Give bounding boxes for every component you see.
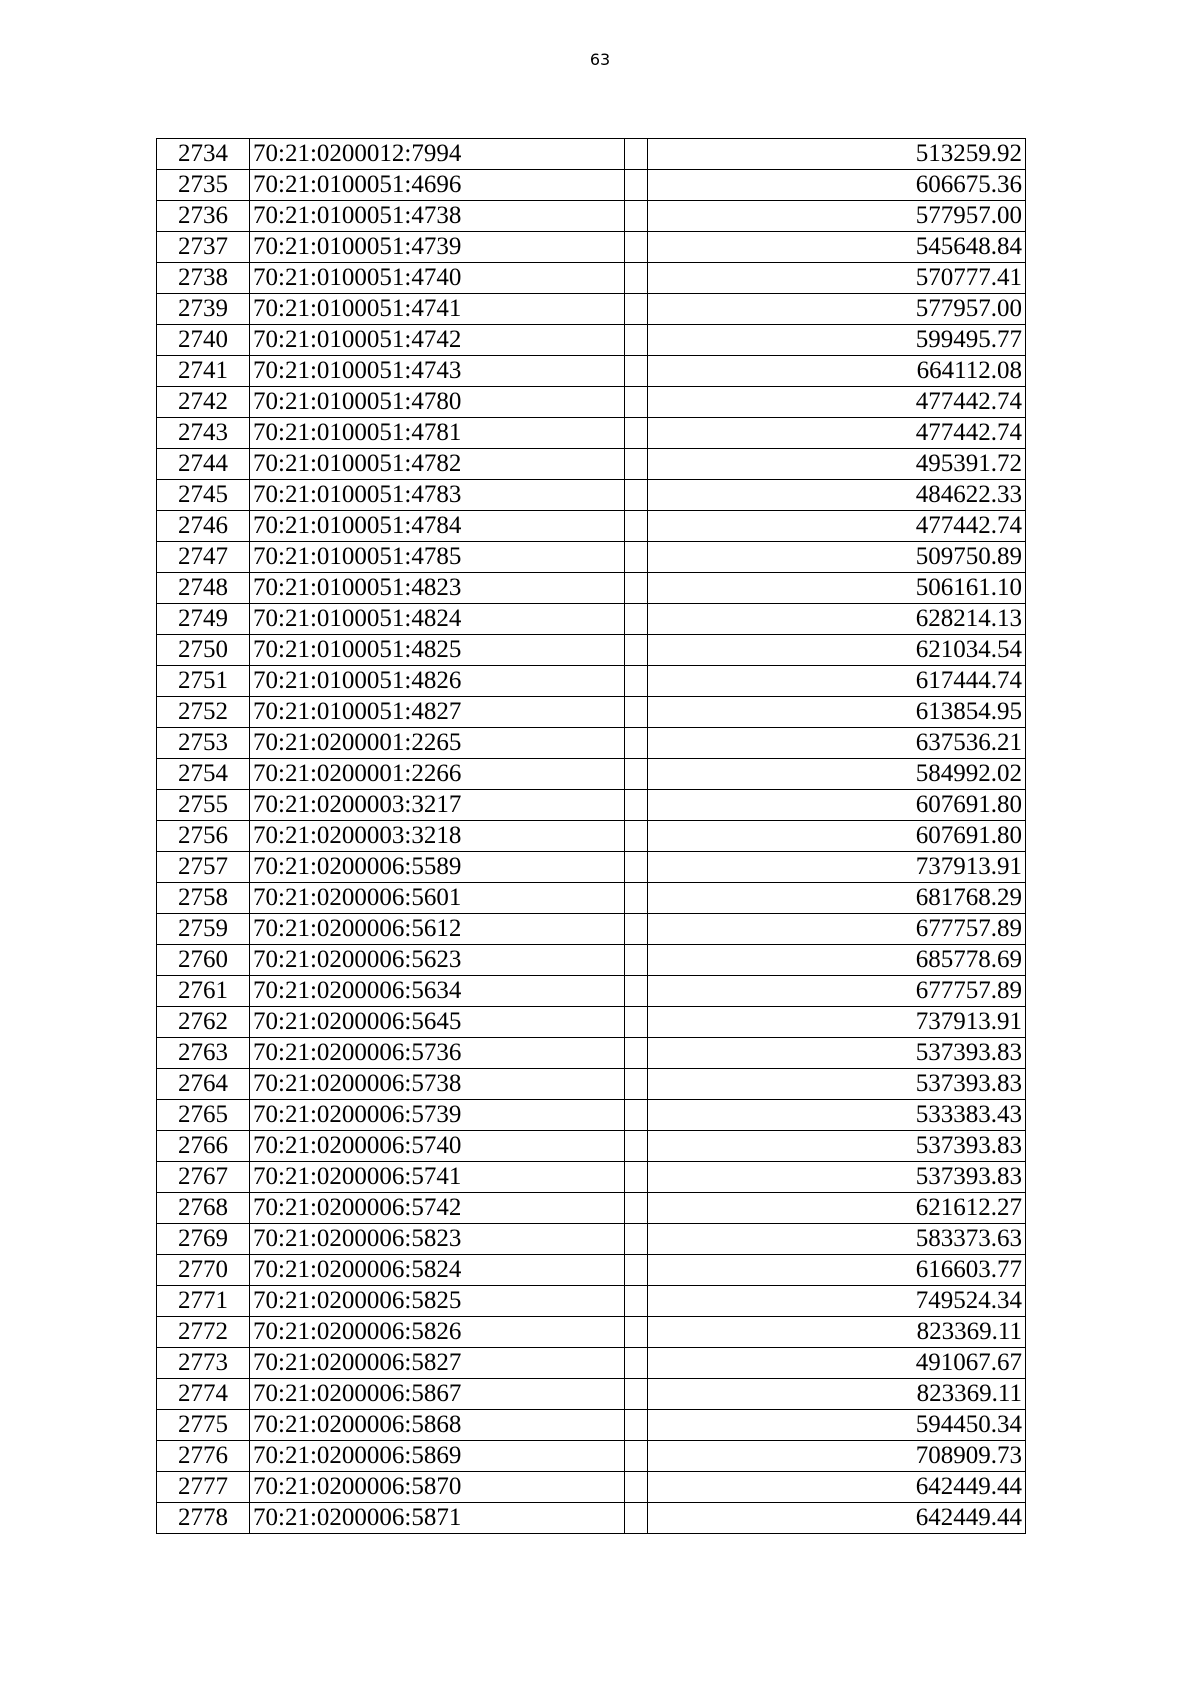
table-row xyxy=(157,852,1026,883)
table-row xyxy=(157,1441,1026,1472)
row-number-cell: 2764 xyxy=(157,1069,250,1100)
empty-cell xyxy=(625,1441,648,1472)
table-row xyxy=(157,480,1026,511)
cadastral-number-cell: 70:21:0200003:3217 xyxy=(250,790,625,821)
cadastral-number-cell: 70:21:0200006:5612 xyxy=(250,914,625,945)
cadastral-value-cell: 607691.80 xyxy=(648,821,1026,852)
row-number-cell: 2737 xyxy=(157,232,250,263)
empty-cell xyxy=(625,542,648,573)
cadastral-number-cell: 70:21:0100051:4826 xyxy=(250,666,625,697)
row-number-cell: 2772 xyxy=(157,1317,250,1348)
table-row xyxy=(157,635,1026,666)
table-row xyxy=(157,1224,1026,1255)
cadastral-value-cell: 664112.08 xyxy=(648,356,1026,387)
row-number-cell: 2747 xyxy=(157,542,250,573)
table-row xyxy=(157,1472,1026,1503)
cadastral-value-cell: 628214.13 xyxy=(648,604,1026,635)
empty-cell xyxy=(625,697,648,728)
table-row xyxy=(157,914,1026,945)
empty-cell xyxy=(625,1410,648,1441)
table-row xyxy=(157,542,1026,573)
row-number-cell: 2761 xyxy=(157,976,250,1007)
row-number-cell: 2736 xyxy=(157,201,250,232)
cadastral-number-cell: 70:21:0200006:5739 xyxy=(250,1100,625,1131)
empty-cell xyxy=(625,976,648,1007)
cadastral-value-cell: 594450.34 xyxy=(648,1410,1026,1441)
row-number-cell: 2776 xyxy=(157,1441,250,1472)
cadastral-number-cell: 70:21:0100051:4741 xyxy=(250,294,625,325)
empty-cell xyxy=(625,1100,648,1131)
cadastral-value-cell: 533383.43 xyxy=(648,1100,1026,1131)
table-row xyxy=(157,945,1026,976)
empty-cell xyxy=(625,790,648,821)
row-number-cell: 2778 xyxy=(157,1503,250,1534)
row-number-cell: 2760 xyxy=(157,945,250,976)
row-number-cell: 2738 xyxy=(157,263,250,294)
cadastral-value-cell: 621612.27 xyxy=(648,1193,1026,1224)
empty-cell xyxy=(625,232,648,263)
table-row xyxy=(157,325,1026,356)
empty-cell xyxy=(625,821,648,852)
cadastral-number-cell: 70:21:0100051:4782 xyxy=(250,449,625,480)
cadastral-value-cell: 621034.54 xyxy=(648,635,1026,666)
empty-cell xyxy=(625,1255,648,1286)
empty-cell xyxy=(625,883,648,914)
cadastral-number-cell: 70:21:0200006:5634 xyxy=(250,976,625,1007)
cadastral-value-cell: 642449.44 xyxy=(648,1472,1026,1503)
table-row xyxy=(157,1038,1026,1069)
cadastral-value-cell: 537393.83 xyxy=(648,1131,1026,1162)
cadastral-number-cell: 70:21:0100051:4781 xyxy=(250,418,625,449)
row-number-cell: 2757 xyxy=(157,852,250,883)
table-row xyxy=(157,697,1026,728)
row-number-cell: 2758 xyxy=(157,883,250,914)
row-number-cell: 2763 xyxy=(157,1038,250,1069)
table-row xyxy=(157,1131,1026,1162)
table-row xyxy=(157,1162,1026,1193)
table-row xyxy=(157,263,1026,294)
row-number-cell: 2755 xyxy=(157,790,250,821)
empty-cell xyxy=(625,294,648,325)
row-number-cell: 2744 xyxy=(157,449,250,480)
table-row xyxy=(157,728,1026,759)
empty-cell xyxy=(625,604,648,635)
row-number-cell: 2739 xyxy=(157,294,250,325)
table-row xyxy=(157,1348,1026,1379)
cadastral-value-cell: 677757.89 xyxy=(648,914,1026,945)
table-row xyxy=(157,573,1026,604)
cadastral-number-cell: 70:21:0100051:4827 xyxy=(250,697,625,728)
cadastral-value-cell: 737913.91 xyxy=(648,1007,1026,1038)
row-number-cell: 2762 xyxy=(157,1007,250,1038)
table-row xyxy=(157,759,1026,790)
row-number-cell: 2774 xyxy=(157,1379,250,1410)
cadastral-value-cell: 637536.21 xyxy=(648,728,1026,759)
cadastral-number-cell: 70:21:0100051:4785 xyxy=(250,542,625,573)
empty-cell xyxy=(625,635,648,666)
empty-cell xyxy=(625,852,648,883)
table-row xyxy=(157,1317,1026,1348)
cadastral-number-cell: 70:21:0100051:4823 xyxy=(250,573,625,604)
empty-cell xyxy=(625,914,648,945)
empty-cell xyxy=(625,1379,648,1410)
cadastral-number-cell: 70:21:0200006:5823 xyxy=(250,1224,625,1255)
cadastral-number-cell: 70:21:0200001:2265 xyxy=(250,728,625,759)
cadastral-number-cell: 70:21:0100051:4780 xyxy=(250,387,625,418)
cadastral-number-cell: 70:21:0200006:5871 xyxy=(250,1503,625,1534)
table-row xyxy=(157,604,1026,635)
table-row xyxy=(157,418,1026,449)
cadastral-value-cell: 607691.80 xyxy=(648,790,1026,821)
row-number-cell: 2750 xyxy=(157,635,250,666)
cadastral-value-cell: 577957.00 xyxy=(648,201,1026,232)
table-row xyxy=(157,883,1026,914)
row-number-cell: 2745 xyxy=(157,480,250,511)
table-row xyxy=(157,1069,1026,1100)
row-number-cell: 2771 xyxy=(157,1286,250,1317)
cadastral-value-cell: 737913.91 xyxy=(648,852,1026,883)
cadastral-number-cell: 70:21:0200012:7994 xyxy=(250,139,625,170)
empty-cell xyxy=(625,1348,648,1379)
table-row xyxy=(157,976,1026,1007)
empty-cell xyxy=(625,1131,648,1162)
table-row xyxy=(157,1379,1026,1410)
table-row xyxy=(157,387,1026,418)
cadastral-value-cell: 681768.29 xyxy=(648,883,1026,914)
empty-cell xyxy=(625,1007,648,1038)
row-number-cell: 2767 xyxy=(157,1162,250,1193)
cadastral-value-cell: 491067.67 xyxy=(648,1348,1026,1379)
empty-cell xyxy=(625,728,648,759)
table-row xyxy=(157,1255,1026,1286)
table-row xyxy=(157,139,1026,170)
empty-cell xyxy=(625,201,648,232)
row-number-cell: 2756 xyxy=(157,821,250,852)
empty-cell xyxy=(625,1503,648,1534)
cadastral-number-cell: 70:21:0200006:5740 xyxy=(250,1131,625,1162)
empty-cell xyxy=(625,325,648,356)
cadastral-value-cell: 537393.83 xyxy=(648,1162,1026,1193)
cadastral-number-cell: 70:21:0100051:4738 xyxy=(250,201,625,232)
cadastral-number-cell: 70:21:0100051:4739 xyxy=(250,232,625,263)
cadastral-value-cell: 599495.77 xyxy=(648,325,1026,356)
empty-cell xyxy=(625,1162,648,1193)
cadastral-number-cell: 70:21:0200006:5867 xyxy=(250,1379,625,1410)
table-row xyxy=(157,1007,1026,1038)
cadastral-value-cell: 506161.10 xyxy=(648,573,1026,604)
cadastral-number-cell: 70:21:0100051:4824 xyxy=(250,604,625,635)
cadastral-number-cell: 70:21:0200006:5742 xyxy=(250,1193,625,1224)
cadastral-number-cell: 70:21:0100051:4696 xyxy=(250,170,625,201)
empty-cell xyxy=(625,356,648,387)
row-number-cell: 2734 xyxy=(157,139,250,170)
row-number-cell: 2770 xyxy=(157,1255,250,1286)
table-row xyxy=(157,1410,1026,1441)
cadastral-number-cell: 70:21:0200006:5645 xyxy=(250,1007,625,1038)
row-number-cell: 2740 xyxy=(157,325,250,356)
empty-cell xyxy=(625,387,648,418)
table-body xyxy=(157,139,1026,1534)
cadastral-value-cell: 513259.92 xyxy=(648,139,1026,170)
cadastral-value-cell: 642449.44 xyxy=(648,1503,1026,1534)
row-number-cell: 2741 xyxy=(157,356,250,387)
cadastral-number-cell: 70:21:0200006:5868 xyxy=(250,1410,625,1441)
cadastral-number-cell: 70:21:0200006:5824 xyxy=(250,1255,625,1286)
cadastral-number-cell: 70:21:0200006:5589 xyxy=(250,852,625,883)
cadastral-value-cell: 823369.11 xyxy=(648,1317,1026,1348)
page-number: 63 xyxy=(589,50,611,69)
cadastral-number-cell: 70:21:0200006:5623 xyxy=(250,945,625,976)
empty-cell xyxy=(625,170,648,201)
empty-cell xyxy=(625,1286,648,1317)
table-row xyxy=(157,170,1026,201)
table-row xyxy=(157,821,1026,852)
cadastral-number-cell: 70:21:0200006:5738 xyxy=(250,1069,625,1100)
empty-cell xyxy=(625,511,648,542)
table-row xyxy=(157,232,1026,263)
cadastral-number-cell: 70:21:0100051:4825 xyxy=(250,635,625,666)
table-row xyxy=(157,790,1026,821)
cadastral-number-cell: 70:21:0200006:5736 xyxy=(250,1038,625,1069)
empty-cell xyxy=(625,449,648,480)
cadastral-value-cell: 677757.89 xyxy=(648,976,1026,1007)
row-number-cell: 2773 xyxy=(157,1348,250,1379)
cadastral-value-cell: 477442.74 xyxy=(648,418,1026,449)
empty-cell xyxy=(625,418,648,449)
cadastral-value-cell: 477442.74 xyxy=(648,387,1026,418)
table-row xyxy=(157,1286,1026,1317)
cadastral-number-cell: 70:21:0200006:5827 xyxy=(250,1348,625,1379)
cadastral-value-cell: 749524.34 xyxy=(648,1286,1026,1317)
table-row xyxy=(157,294,1026,325)
cadastral-value-cell: 606675.36 xyxy=(648,170,1026,201)
empty-cell xyxy=(625,573,648,604)
row-number-cell: 2742 xyxy=(157,387,250,418)
cadastral-value-table xyxy=(156,138,1026,1534)
cadastral-value-cell: 477442.74 xyxy=(648,511,1026,542)
row-number-cell: 2753 xyxy=(157,728,250,759)
cadastral-number-cell: 70:21:0200006:5870 xyxy=(250,1472,625,1503)
row-number-cell: 2752 xyxy=(157,697,250,728)
cadastral-number-cell: 70:21:0200006:5741 xyxy=(250,1162,625,1193)
cadastral-value-cell: 545648.84 xyxy=(648,232,1026,263)
row-number-cell: 2735 xyxy=(157,170,250,201)
row-number-cell: 2751 xyxy=(157,666,250,697)
empty-cell xyxy=(625,945,648,976)
empty-cell xyxy=(625,263,648,294)
row-number-cell: 2749 xyxy=(157,604,250,635)
row-number-cell: 2759 xyxy=(157,914,250,945)
table-row xyxy=(157,666,1026,697)
cadastral-number-cell: 70:21:0200006:5825 xyxy=(250,1286,625,1317)
cadastral-value-cell: 708909.73 xyxy=(648,1441,1026,1472)
empty-cell xyxy=(625,1069,648,1100)
cadastral-value-cell: 484622.33 xyxy=(648,480,1026,511)
table-row xyxy=(157,1193,1026,1224)
cadastral-number-cell: 70:21:0100051:4740 xyxy=(250,263,625,294)
cadastral-value-cell: 616603.77 xyxy=(648,1255,1026,1286)
cadastral-value-cell: 509750.89 xyxy=(648,542,1026,573)
row-number-cell: 2777 xyxy=(157,1472,250,1503)
cadastral-number-cell: 70:21:0200006:5869 xyxy=(250,1441,625,1472)
cadastral-number-cell: 70:21:0100051:4743 xyxy=(250,356,625,387)
cadastral-value-cell: 617444.74 xyxy=(648,666,1026,697)
row-number-cell: 2768 xyxy=(157,1193,250,1224)
cadastral-number-cell: 70:21:0100051:4783 xyxy=(250,480,625,511)
cadastral-value-cell: 577957.00 xyxy=(648,294,1026,325)
cadastral-value-cell: 495391.72 xyxy=(648,449,1026,480)
table-row xyxy=(157,511,1026,542)
empty-cell xyxy=(625,139,648,170)
cadastral-number-cell: 70:21:0200001:2266 xyxy=(250,759,625,790)
cadastral-number-cell: 70:21:0200006:5826 xyxy=(250,1317,625,1348)
empty-cell xyxy=(625,1224,648,1255)
cadastral-value-cell: 685778.69 xyxy=(648,945,1026,976)
empty-cell xyxy=(625,480,648,511)
cadastral-number-cell: 70:21:0100051:4784 xyxy=(250,511,625,542)
row-number-cell: 2769 xyxy=(157,1224,250,1255)
table-row xyxy=(157,449,1026,480)
row-number-cell: 2765 xyxy=(157,1100,250,1131)
row-number-cell: 2748 xyxy=(157,573,250,604)
cadastral-value-cell: 537393.83 xyxy=(648,1069,1026,1100)
table-row xyxy=(157,201,1026,232)
table-row xyxy=(157,356,1026,387)
cadastral-value-cell: 570777.41 xyxy=(648,263,1026,294)
row-number-cell: 2743 xyxy=(157,418,250,449)
empty-cell xyxy=(625,759,648,790)
cadastral-value-cell: 537393.83 xyxy=(648,1038,1026,1069)
table-row xyxy=(157,1100,1026,1131)
cadastral-value-cell: 613854.95 xyxy=(648,697,1026,728)
cadastral-number-cell: 70:21:0200006:5601 xyxy=(250,883,625,914)
empty-cell xyxy=(625,1193,648,1224)
cadastral-value-cell: 823369.11 xyxy=(648,1379,1026,1410)
row-number-cell: 2754 xyxy=(157,759,250,790)
row-number-cell: 2746 xyxy=(157,511,250,542)
empty-cell xyxy=(625,1038,648,1069)
cadastral-number-cell: 70:21:0200003:3218 xyxy=(250,821,625,852)
empty-cell xyxy=(625,1472,648,1503)
empty-cell xyxy=(625,1317,648,1348)
cadastral-number-cell: 70:21:0100051:4742 xyxy=(250,325,625,356)
cadastral-value-cell: 584992.02 xyxy=(648,759,1026,790)
table-row xyxy=(157,1503,1026,1534)
empty-cell xyxy=(625,666,648,697)
row-number-cell: 2766 xyxy=(157,1131,250,1162)
row-number-cell: 2775 xyxy=(157,1410,250,1441)
cadastral-value-cell: 583373.63 xyxy=(648,1224,1026,1255)
